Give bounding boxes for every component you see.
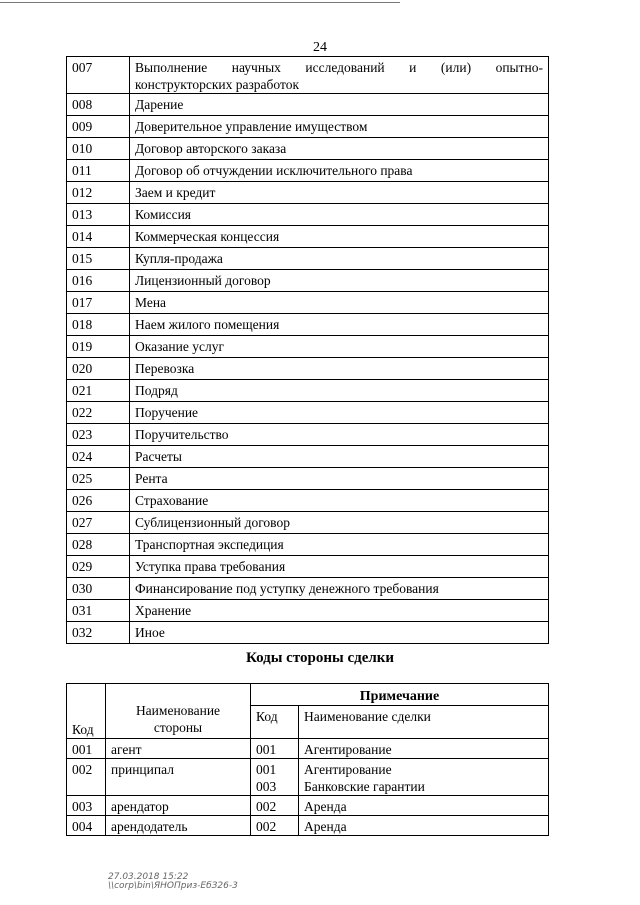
table-row	[67, 556, 549, 578]
header-party-name: Наименование стороны	[106, 684, 251, 739]
table-row	[67, 182, 549, 204]
table-row	[67, 739, 549, 759]
name-cell: Расчеты	[130, 446, 549, 468]
name-cell: Доверительное управление имуществом	[130, 116, 549, 138]
name-cell: Транспортная экспедиция	[130, 534, 549, 556]
table-row	[67, 138, 549, 160]
table-row	[67, 490, 549, 512]
code-cell: 010	[67, 138, 130, 160]
name-cell: Сублицензионный договор	[130, 512, 549, 534]
table-row	[67, 380, 549, 402]
table-row	[67, 270, 549, 292]
table-row	[67, 468, 549, 490]
name-cell: Поручительство	[130, 424, 549, 446]
code-cell: 014	[67, 226, 130, 248]
top-rule	[0, 2, 400, 3]
code-cell: 026	[67, 490, 130, 512]
code-cell: 024	[67, 446, 130, 468]
deal-codes	[251, 759, 299, 796]
code-cell: 011	[67, 160, 130, 182]
table-row	[67, 160, 549, 182]
deal-codes-table	[66, 56, 549, 644]
header-row	[67, 684, 549, 706]
name-cell: Страхование	[130, 490, 549, 512]
party-code: 001	[67, 739, 106, 759]
name-cell: Дарение	[130, 94, 549, 116]
party-name: агент	[106, 739, 251, 759]
header-note-code: Код	[251, 706, 299, 739]
deal-name: Банковские гарантии	[304, 779, 425, 794]
table-row	[67, 759, 549, 796]
footer-path: \\corp\bin\ЯНОПриз-ЕбЗ26-3	[108, 881, 238, 891]
name-cell: Мена	[130, 292, 549, 314]
deal-names	[299, 759, 549, 796]
code-cell: 032	[67, 622, 130, 644]
section-title: Коды стороны сделки	[245, 650, 395, 666]
party-codes-table	[66, 683, 549, 836]
party-name: принципал	[106, 759, 251, 796]
name-cell: Лицензионный договор	[130, 270, 549, 292]
footer-timestamp: 27.03.2018 15:22	[108, 872, 189, 882]
code-cell: 031	[67, 600, 130, 622]
table-row	[67, 424, 549, 446]
deal-name: Аренда	[299, 796, 549, 816]
table-row	[67, 578, 549, 600]
code-cell: 017	[67, 292, 130, 314]
table-row	[67, 446, 549, 468]
table-row	[67, 314, 549, 336]
footer-stamp	[108, 873, 238, 891]
table-row	[67, 600, 549, 622]
name-cell: Купля-продажа	[130, 248, 549, 270]
code-cell: 012	[67, 182, 130, 204]
name-cell: Договор авторского заказа	[130, 138, 549, 160]
name-cell: Финансирование под уступку денежного требования	[130, 578, 549, 600]
name-cell: Поручение	[130, 402, 549, 424]
code-cell: 019	[67, 336, 130, 358]
deal-name: Аренда	[299, 816, 549, 836]
code-cell: 023	[67, 424, 130, 446]
code-cell: 020	[67, 358, 130, 380]
party-code: 003	[67, 796, 106, 816]
name-cell: Рента	[130, 468, 549, 490]
name-cell: Хранение	[130, 600, 549, 622]
deal-code: 001	[256, 762, 277, 777]
code-cell: 018	[67, 314, 130, 336]
code-cell: 016	[67, 270, 130, 292]
name-cell: Наем жилого помещения	[130, 314, 549, 336]
table-row	[67, 336, 549, 358]
header-note: Примечание	[251, 684, 549, 706]
name-cell: Перевозка	[130, 358, 549, 380]
table-row	[67, 534, 549, 556]
party-name: арендодатель	[106, 816, 251, 836]
deal-name: Агентирование	[299, 739, 549, 759]
table-row	[67, 204, 549, 226]
code-cell: 008	[67, 94, 130, 116]
name-cell: Оказание услуг	[130, 336, 549, 358]
code-cell: 013	[67, 204, 130, 226]
code-cell: 021	[67, 380, 130, 402]
party-name: арендатор	[106, 796, 251, 816]
deal-code: 001	[251, 739, 299, 759]
name-line: конструкторских разработок	[135, 77, 300, 92]
table-row	[67, 402, 549, 424]
name-cell	[130, 57, 549, 94]
name-cell: Уступка права требования	[130, 556, 549, 578]
table-row	[67, 57, 549, 94]
table-row	[67, 292, 549, 314]
deal-code: 002	[251, 816, 299, 836]
name-cell: Комиссия	[130, 204, 549, 226]
table-row	[67, 622, 549, 644]
table-row	[67, 226, 549, 248]
code-cell: 022	[67, 402, 130, 424]
name-cell: Иное	[130, 622, 549, 644]
code-cell: 028	[67, 534, 130, 556]
name-cell: Договор об отчуждении исключительного права	[130, 160, 549, 182]
page-number: 24	[313, 40, 327, 55]
code-cell: 030	[67, 578, 130, 600]
header-code: Код	[67, 684, 106, 739]
table-row	[67, 512, 549, 534]
name-cell: Подряд	[130, 380, 549, 402]
name-cell: Коммерческая концессия	[130, 226, 549, 248]
table-row	[67, 116, 549, 138]
party-code: 002	[67, 759, 106, 796]
code-cell: 015	[67, 248, 130, 270]
deal-code: 003	[256, 779, 277, 794]
deal-code: 002	[251, 796, 299, 816]
name-line: Выполнение научных исследований и (или) опытно-	[135, 60, 543, 75]
code-cell: 007	[67, 57, 130, 94]
header-deal-name: Наименование сделки	[299, 706, 549, 739]
table-row	[67, 248, 549, 270]
code-cell: 025	[67, 468, 130, 490]
deal-name: Агентирование	[304, 762, 392, 777]
table-row	[67, 358, 549, 380]
table-row	[67, 816, 549, 836]
table-row	[67, 796, 549, 816]
code-cell: 027	[67, 512, 130, 534]
name-cell: Заем и кредит	[130, 182, 549, 204]
party-code: 004	[67, 816, 106, 836]
table-row	[67, 94, 549, 116]
code-cell: 009	[67, 116, 130, 138]
code-cell: 029	[67, 556, 130, 578]
